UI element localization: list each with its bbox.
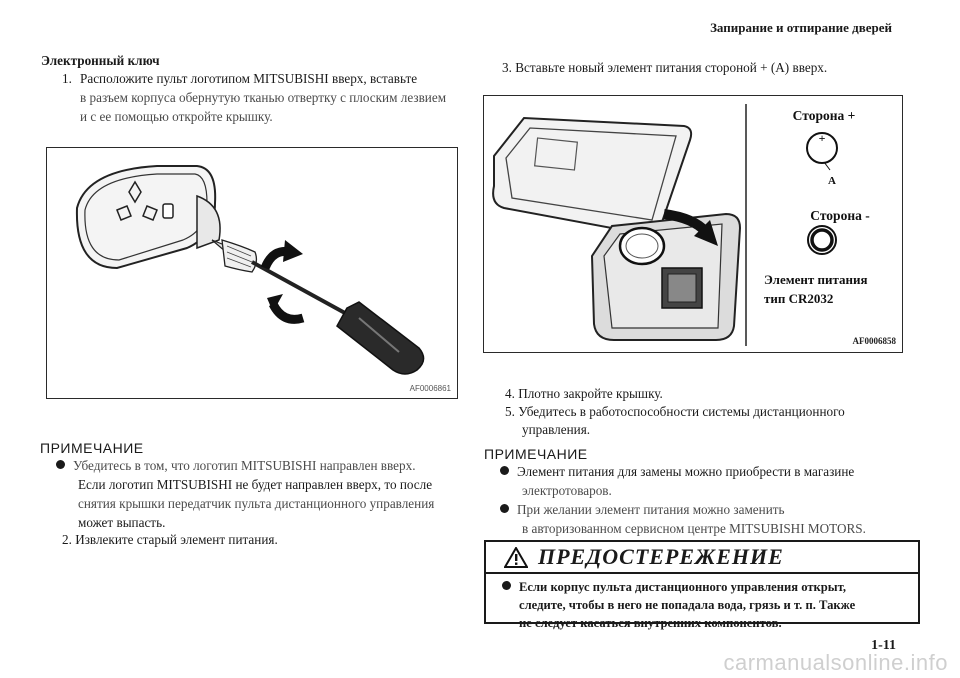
note-block: [56, 456, 466, 532]
step-1-line: и с ее помощью откройте крышку.: [80, 109, 273, 124]
warning-body: [486, 574, 918, 632]
note-line: снятия крышки передатчик пульта дистанционного управления: [78, 496, 435, 511]
figure-open-key-fob: [46, 147, 458, 399]
note-block: [500, 462, 920, 538]
bullet-icon: [500, 504, 509, 513]
plus-sign: +: [818, 131, 826, 145]
page-number: 1-11: [871, 638, 896, 653]
warning-triangle-icon: [504, 547, 528, 568]
step-1-number: 1.: [62, 71, 72, 86]
warning-line: не следует касаться внутренних компонентов.: [519, 616, 782, 630]
note-heading: ПРИМЕЧАНИЕ: [484, 446, 588, 462]
screwdriver-icon: [212, 240, 424, 374]
step-1-line: Расположите пульт логотипом MITSUBISHI вверх, вставьте: [80, 71, 418, 86]
step-5-text-cont: управления.: [522, 422, 591, 437]
watermark: carmanualsonline.info: [723, 650, 948, 675]
warning-box: [484, 540, 920, 630]
section-title: Электронный ключ: [41, 53, 160, 68]
key-fob-icon: [77, 166, 220, 268]
battery-minus-icon: [808, 226, 836, 254]
battery-label-line1: Элемент питания: [764, 272, 868, 287]
label-a: A: [828, 175, 836, 187]
step-3-text: 3. Вставьте новый элемент питания стороной + (A) вверх.: [502, 60, 828, 75]
warning-header: [486, 542, 918, 574]
warning-line: следите, чтобы в него не попадала вода, грязь и т. п. Также: [519, 598, 856, 612]
figure-code: AF0006858: [852, 336, 896, 346]
warning-line: Если корпус пульта дистанционного управления открыт,: [519, 580, 847, 594]
plus-side-label: Сторона +: [792, 108, 856, 123]
note-line: При желании элемент питания можно заменить: [517, 502, 785, 517]
note-line: может выпасть.: [78, 515, 166, 530]
fob-cover-icon: [493, 118, 691, 234]
key-fob-opening-illustration: [47, 148, 457, 398]
note-line: Убедитесь в том, что логотип MITSUBISHI направлен вверх.: [73, 458, 416, 473]
step-2-text: 2. Извлеките старый элемент питания.: [62, 532, 278, 547]
coin-battery-icon: [620, 228, 664, 264]
minus-side-label: Сторона -: [810, 208, 870, 223]
bullet-icon: [500, 466, 509, 475]
note-heading: ПРИМЕЧАНИЕ: [40, 440, 144, 456]
bullet-icon: [56, 460, 65, 469]
step-1-line: в разъем корпуса обернутую тканью отвертку с плоским лезвием: [80, 90, 447, 105]
page-header-title: Запирание и отпирание дверей: [710, 20, 892, 35]
figure-insert-battery: [483, 95, 903, 353]
note-line: в авторизованном сервисном центре MITSUBISHI MOTORS.: [522, 521, 866, 536]
battery-label-line2: тип CR2032: [764, 291, 834, 306]
fob-base-icon: [592, 214, 740, 340]
warning-title: ПРЕДОСТЕРЕЖЕНИЕ: [538, 544, 784, 569]
note-line: Если логотип MITSUBISHI не будет направлен вверх, то после: [78, 477, 433, 492]
figure-code: AF0006861: [409, 384, 451, 393]
note-line: электротоваров.: [522, 483, 612, 498]
step-5-text: 5. Убедитесь в работоспособности системы дистанционного: [505, 404, 845, 419]
battery-plus-icon: [807, 131, 837, 170]
note-line: Элемент питания для замены можно приобрести в магазине: [517, 464, 855, 479]
battery-insert-illustration: [484, 96, 902, 352]
step-4-text: 4. Плотно закройте крышку.: [505, 386, 663, 401]
bullet-icon: [502, 581, 511, 590]
step-1-text: [80, 69, 460, 126]
